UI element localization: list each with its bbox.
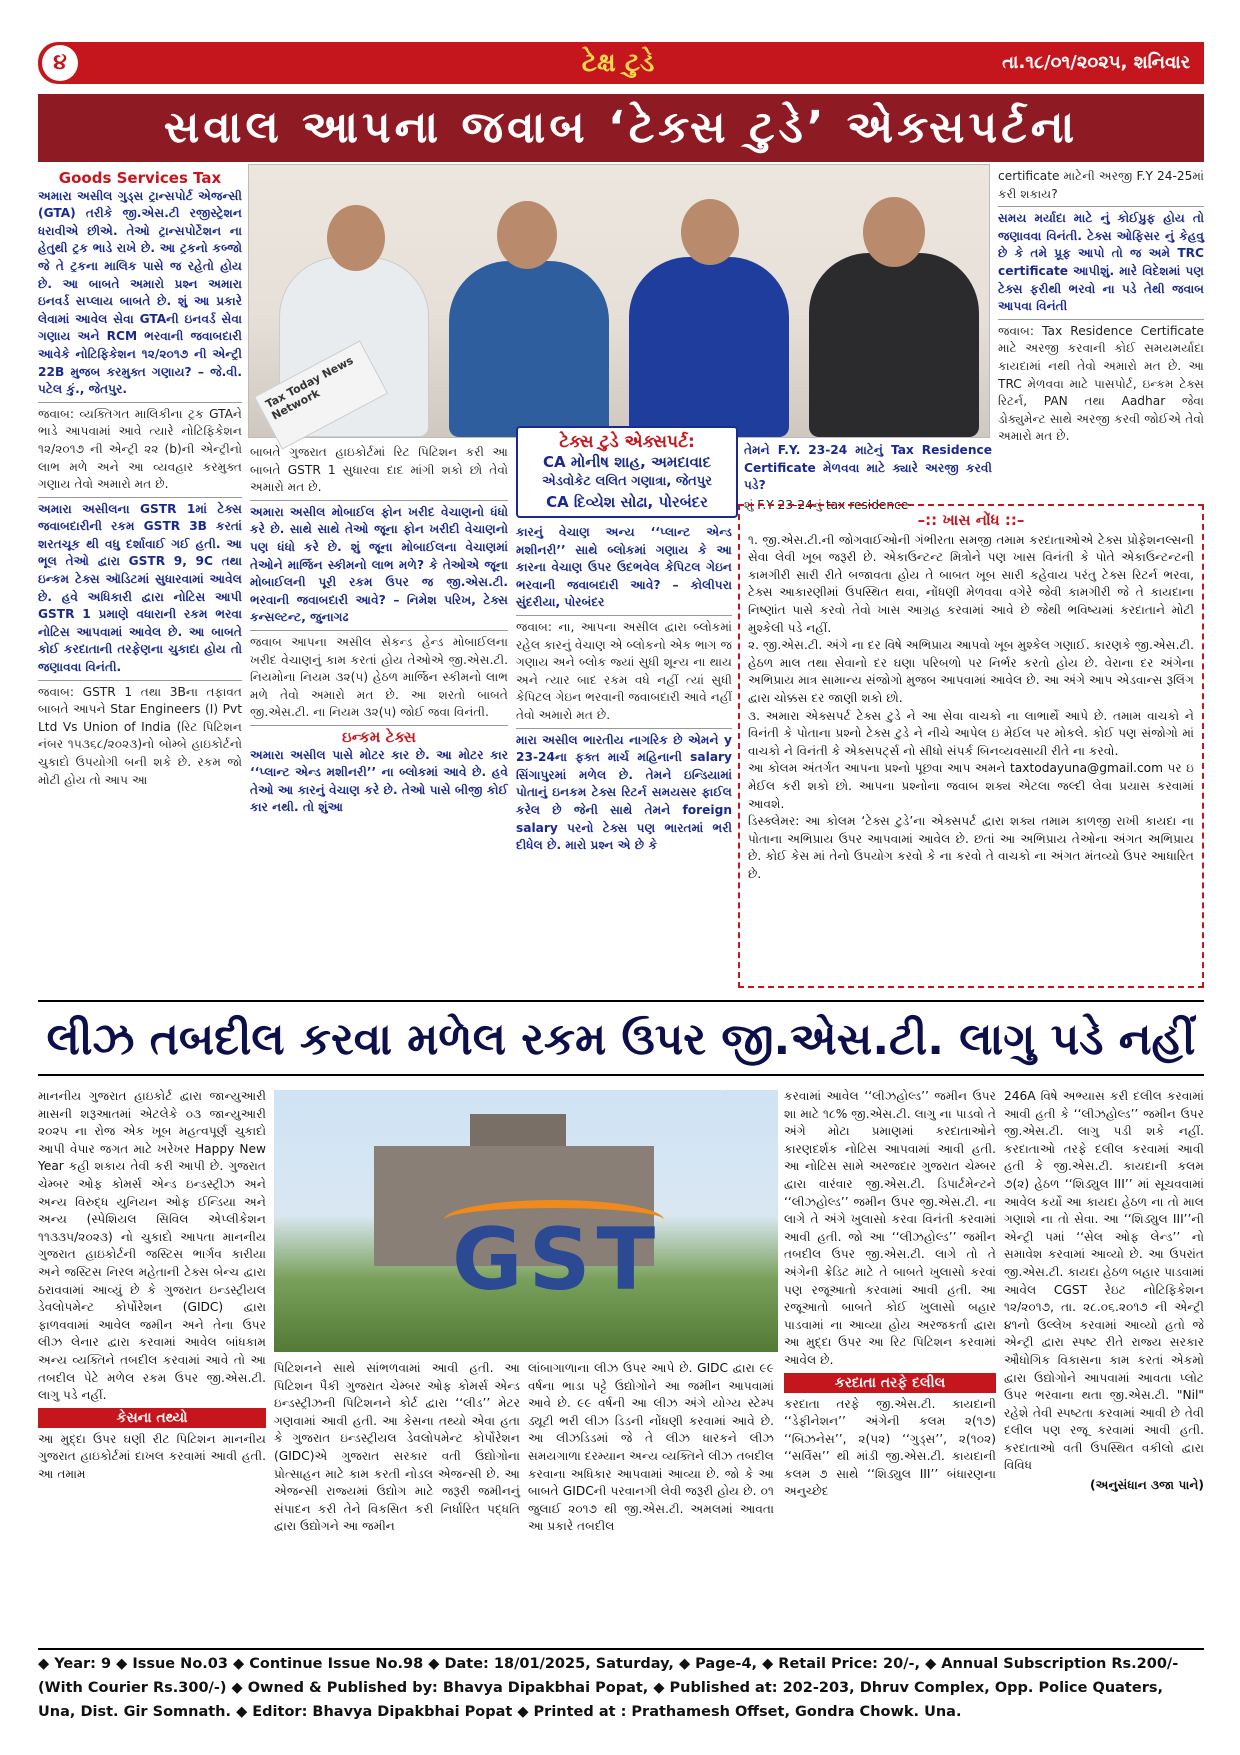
answer-text: જવાબ આપના અસીલ સેકન્ડ હેન્ડ મોબાઈલના ખરીદ વેચાણનું કામ કરતાં હોય તેઓએ જી.એસ.ટી. નિયમોના નિયમ ૩૨(૫) હેઠળ માર્જિન સ્કીમનો લાભ મળે તેવો અમારો મત છે. આ શરતો બાબતે જી.એસ.ટી. ના નિયમ ૩૨(૫) જોઈ જવા વિનંતી.: [250, 634, 508, 720]
expert-head: [681, 199, 739, 265]
lead-story-headline: લીઝ તબદીલ કરવા મળેલ રકમ ઉપર જી.એસ.ટી. લાગુ પડે નહીં: [38, 1000, 1204, 1076]
tax-today-sign: Tax Today News Network: [254, 340, 388, 449]
expert-name: CA મોનીષ શાહ, અમદાવાદ: [543, 453, 711, 471]
question-text: અમારા અસીલ ગુડ્સ ટ્રાન્સપોર્ટ એજન્સી (GTA) તરીકે જી.એસ.ટી રજીસ્ટ્રેશન ધરાવીએ છીએ. તેઓ ટ્રાન્સપોર્ટેશન ના હેતુથી ટ્રક ભાડે રાખે છે. આ ટ્રકનો કબ્જો જે તે ટ્રકના માલિક પાસે જ રહેતો હોય છે. આ બાબતે અમારો પ્રશ્ન અમારા ઇનવર્ડ સપ્લાય બાબતે છે. શું આ પ્રકારે લેવામાં આવેલ સેવા GTAની ઇનવર્ડ સેવા ગણાય અને RCM ભરવાની જવાબદારી આવેકે નોટિફિકેશન ૧૨/૨૦૧૭ ની એન્ટ્રી 22B મુજબ કરમુક્ત ગણાય? – જે.વી. પટેલ કું., જેતપુર.: [38, 188, 242, 397]
expert-head: [863, 197, 925, 267]
expert-panel-title: ટેક્સ ટુડે એક્સપર્ટ:: [559, 432, 695, 452]
question-text-cont: શું F.Y 23-24નું tax residence: [744, 497, 909, 512]
story-paragraph: કરદાતા તરફે જી.એસ.ટી. કાયદાની ‘‘ડેફીનેશન’’ અંગેની કલમ ૨(૧૭) ‘‘બિઝનેસ’’, ૨(૫૨) ‘‘ગુડ્સ’’, ૨(૧૦૨) ‘‘સર્વિસ’’ થી માંડી જી.એસ.ટી. કાયદાની કલમ ૭ સાથે ‘‘શિડ્યુલ III’’ બંધારણના અનુચ્છેદ: [784, 1396, 996, 1499]
story-paragraph: માનનીય ગુજરાત હાઇકોર્ટ દ્વારા જાન્યુઆરી માસની શરૂઆતમાં એટલેકે ૦૩ જાન્યુઆરી ૨૦૨૫ ના રોજ એક ખૂબ મહત્વપૂર્ણ ચુકાદો આપી વેપાર જગત માટે ખરેખર Happy New Year કહી શકાય તેવી કરી આપી છે. ગુજરાત ચેમ્બર ઓફ કોમર્સ એન્ડ ઇન્ડસ્ટ્રીઝ અને અન્ય વિરુદ્ધ યુનિયન ઓફ ઈન્ડિયા અને અન્ય (સ્પેશિયલ સિવિલ એપ્લીકેશન ૧૧૩૩૫/૨૦૨૩) નો ચુકાદો આપતા માનનીય ગુજરાત હાઇકોર્ટની જસ્ટિસ ભાર્ગવ કારીયા અને જસ્ટિસ નિરલ મહેતાની ટેક્સ બેન્ચ દ્વારા ઠરાવવામાં આવ્યું છે કે ગુજરાત ઇન્ડસ્ટ્રીયલ ડેવલોપમેન્ટ કોર્પોરેશન (GIDC) દ્વારા ફાળવવામાં આવેલ જમીન અને તેના ઉપર લીઝ લેનાર દ્વારા કરવામાં આવેલ બાંધકામ અન્ય વ્યક્તિને તબદીલ કરવામાં આવે તો આ તબદીલ પેટે મળેલ રકમ ઉપર જી.એસ.ટી. લાગુ પડે નહીં.: [38, 1089, 266, 1403]
section-label-gst: Goods Services Tax: [58, 169, 222, 187]
imprint-line: (With Courier Rs.300/-) ◆ Owned & Published by: Bhavya Dipakbhai Popat, ◆ Published at: 202-203, Dhruv Complex, Opp. Police Quaters,: [38, 1680, 1163, 1696]
experts-group-photo: [248, 164, 990, 438]
expert-name: એડવોકેટ લલિત ગણાત્રા, જેતપુર: [542, 474, 712, 489]
story-subhead-arguments: કરદાતા તરફે દલીલ: [784, 1373, 996, 1393]
note-paragraph: ૧. જી.એસ.ટી.ની જોગવાઈઓની ગંભીરતા સમજી તમામ કરદાતાઓએ ટેક્સ પ્રોફેશનલ્સની સેવા લેવી ખૂબ જરૂરી છે. એકાઉન્ટન્ટ મિત્રોને પણ ખાસ વિનંતી કે પોતે એકાઉન્ટન્ટની કામગીરી સારી રીતે બજાવતા હોય તે બાબત ખૂબ સારી કહેવાય પરંતુ ટેક્સ રિટર્ન ભરવા, ટેક્સ આકારણીમાં ઉપસ્થિત થવા, નોંધણી મેળવવા વગેરે જેવી કામગીરી જે તે કાયદાના નિષ્ણાંત પાસે કરવો તેવો ખાસ આગ્રહ કરવામાં આવે છે જેથી ભવિષ્યમાં કરદાતાને મોટી મુશ્કેલી પડે નહીં.: [748, 532, 1194, 635]
story-column-3: [528, 1360, 774, 1644]
column-banner-headline: સવાલ આપના જવાબ ‘ટેક્સ ટુડે’ એક્સપર્ટના: [38, 94, 1204, 162]
imprint-footer: [38, 1648, 1204, 1722]
question-text: અમારા અસીલ પાસે મોટર કાર છે. આ મોટર કાર ‘‘પ્લાન્ટ એન્ડ મશીનરી’’ ના બ્લોકમાં આવે છે. હવે તેઓ આ કારનું વેચાણ કરે છે. તેઓ પાસે બીજી કોઈ કાર નથી. તો શુંઆ: [250, 747, 508, 815]
question-text: અમારા અસીલના GSTR 1માં ટેક્સ જવાબદારીની રકમ GSTR 3B કરતાં શરતચૂક થી વધુ દર્શાવાઈ ગઈ હતી. આ ભૂલ તેઓ દ્વારા GSTR 9, 9C તથા ઇન્કમ ટેક્સ ઑડિટમાં સુધારવામાં આવેલ છે. હવે અધિકારી દ્વારા નોટિસ આપી GSTR 1 પ્રમાણે વધારાની રકમ ભરવા નોટિસ આપવામાં આવેલ છે. આ બાબતે કોઈ કરદાતાની તરફેણના ચુકાદા હોય તો જણાવવા વિનંતી.: [38, 501, 242, 675]
expert-head: [327, 205, 385, 271]
note-paragraph: ૨. જી.એસ.ટી. અંગે ના દર વિષે અભિપ્રાય આપવો ખૂબ મુશ્કેલ ગણાઈ. કારણકે જી.એસ.ટી. હેઠળ માલ તથા સેવાનો દર ઘણા પરિબળો પર નિર્ભર કરતો હોય છે. વેરાના દર અંગેના અભિપ્રાય માત્ર સામાન્ય સંજોગો મુજબ આપવામાં આવેલ છે. આ અંગે આપ એડવાન્સ રૂલિંગ દ્વારા ચોક્કસ દર જાણી શકો છો.: [748, 638, 1194, 705]
note-paragraph: આ કોલમ અંતર્ગત આપના પ્રશ્નો પૂછવા આપ અમને taxtodayuna@gmail.com પર ઇ મેઈલ કરી શકો છો. આપના પ્રશ્નોના જવાબ શક્ય એટલા જલ્દી લેવા પ્રયાસ કરવામાં આવશે.: [748, 761, 1194, 811]
qa-column-2: [250, 444, 508, 996]
imprint-line: ◆ Year: 9 ◆ Issue No.03 ◆ Continue Issue No.98 ◆ Date: 18/01/2025, Saturday, ◆ Page-4, ◆ Retail Price: 20/-, ◆ Annual Subscription Rs.200/-: [38, 1656, 1179, 1672]
story-column-1: [38, 1088, 266, 1644]
newspaper-page: [38, 42, 1204, 1722]
divider: [998, 319, 1204, 320]
expert-figure: [449, 261, 609, 437]
gst-logo: GST: [452, 1210, 662, 1310]
expert-figure: [629, 257, 789, 437]
disclaimer-paragraph: ડિસ્ક્લેમર: આ કોલમ ‘ટેક્સ ટુડે’ના એક્સપર્ટ દ્વારા શક્ય તમામ કાળજી રાખી કાયદા ના પોતાના અભિપ્રાય ઉપર આપવામાં આવેલ છે. છતાં આ અભિપ્રાય તેઓના અંગત અભિપ્રાય છે. કોઈ કેસ માં તેનો ઉપયોગ કરવો કે ના કરવો તે વાચકો ના અંગત મંતવ્યો ઉપર આધારિત છે.: [748, 814, 1194, 881]
story-paragraph: પિટિશનને સાથે સાંભળવામાં આવી હતી. આ પિટિશન પૈકી ગુજરાત ચેમ્બર ઓફ કોમર્સ એન્ડ ઇન્ડસ્ટ્રીઝની પિટિશનને કોર્ટ દ્વારા ‘‘લીડ’’ મેટર ગણવામાં આવી હતી. આ કેસના તથ્યો એવા હતા કે ગુજરાત ઇન્ડસ્ટ્રીયલ ડેવલોપમેન્ટ કોર્પોરેશન (GIDC)એ ગુજરાત સરકાર વતી ઉદ્યોગોના પ્રોત્સાહન માટે કામ કરતી નોડલ એજન્સી છે. આ એજન્સી રાજ્યમાં ઉદ્યોગ માટે જરૂરી જમીનનું સંપાદન કરી તેને વિકસિત કરી નિર્ધારિત પદ્ધતિ દ્વારા ઉદ્યોગને આ જમીન: [274, 1361, 520, 1534]
story-subhead-facts: કેસના તથ્યો: [38, 1408, 266, 1428]
section-label-income-tax: ઇન્કમ ટેક્સ: [342, 727, 416, 746]
question-text: કારનું વેચાણ અન્ય ‘‘પ્લાન્ટ એન્ડ મશીનરી’’ સાથે બ્લોકમાં ગણાય કે આ કારના વેચાણ ઉપર ઉદભવેલ કેપિટલ ગેઇન ભરવાની જવાબદારી આવે? – કોલીપરા સુંદરીયા, પોરબંદર: [516, 525, 732, 610]
expert-panel-box: [516, 426, 738, 518]
qa-column-4: [744, 442, 992, 512]
question-text: અમારા અસીલ મોબાઈલ ફોન ખરીદ વેચાણનો ધંધો કરે છે. સાથે સાથે તેઓ જૂના ફોન ખરીદી વેચાણનો પણ ધંધો કરે છે. શું જૂના મોબાઈલના વેચાણમાં તેઓને માર્જિન સ્કીમનો લાભ મળે? કે તેઓએ જૂના મોબાઈલની પૂરી રકમ ઉપર જ જી.એસ.ટી. ભરવાની જવાબદારી આવે? – નિમેશ પરિખ, ટેક્સ કન્સલ્ટન્ટ, જુનાગઢ: [250, 504, 508, 625]
issue-date: તા.૧૮/૦૧/૨૦૨૫, શનિવાર: [1002, 52, 1190, 73]
divider: [250, 500, 508, 501]
question-text-cont: certificate માટેની અરજી F.Y 24-25માં કરી શકાય?: [998, 169, 1204, 201]
story-column-5: [1004, 1088, 1204, 1644]
story-column-2: [274, 1360, 520, 1644]
divider: [516, 615, 732, 616]
expert-head: [497, 201, 557, 269]
special-note-box: [738, 504, 1204, 988]
story-paragraph: 246A વિષે અભ્યાસ કરી દલીલ કરવામાં આવી હતી કે ‘‘લીઝહોલ્ડ’’ જમીન ઉપર જી.એસ.ટી. લાગુ પડી શકે નહીં. કરદાતાઓ તરફે દલીલ કરવામાં આવી હતી કે જી.એસ.ટી. કાયદાની કલમ ૭(૨) હેઠળ ‘‘શિડ્યુલ III’’ માં સૂચવવામાં આવેલ કર્યો આ કાયદા હેઠળ ના તો માલ ગણાશે ના તો સેવા. આ ‘‘શિડ્યુલ III’’ની એન્ટ્રી પમાં ‘‘સેલ ઓફ લેન્ડ’’ નો સમાવેશ કરવામાં આવ્યો છે. આ ઉપરાંત જી.એસ.ટી. કાયદા હેઠળ બહાર પાડવામાં આવેલ CGST રેઇટ નોટિફિકેશન ૧૨/૨૦૧૭, તા. ૨૮.૦૬.૨૦૧૭ ની એન્ટ્રી ૪૧નો ઉલ્લેખ કરવામાં આવ્યો હતો જે એન્ટ્રી દ્વારા સ્પષ્ટ રીતે રાજ્ય સરકાર ઔધોગિક વિકાસના કામ કરતાં એકમો દ્વારા ઉદ્યોગોને આપવામાં આવતા પ્લોટ ઉપર ભરવાના થતા જી.એસ.ટી. "Nil" રહેશે તેવી સ્પષ્ટતા કરવામાં આવી છે તેવી દલીલ પણ રજૂ કરવામાં આવી હતી. કરદાતાઓ વતી ઉપસ્થિત વકીલો દ્વારા વિવિધ: [1004, 1089, 1204, 1473]
qa-column-5: [998, 168, 1204, 502]
answer-text: જવાબ: GSTR 1 તથા 3Bના તફાવત બાબતે આપને Star Engineers (I) Pvt Ltd Vs Union of India (રિટ પિટિશન નંબર ૧૫૩૬૮/૨૦૨૩)નો બોમ્બે હાઇકોર્ટનો ચુકાદો ઉપયોગી બની શકે છે. રકમ જો મોટી હોય તો આપ આ: [38, 684, 242, 787]
page-number: ૪: [42, 45, 78, 81]
qa-column-1: [38, 170, 242, 996]
question-text: સમય મર્યાદા માટે નું કોઈપ્રુફ હોય તો જણાવવા વિનંતી. ટેક્સ ઓફિસર નું કેહવુ છે કે તમે પ્રૂફ આપો તો જ અમે TRC certificate આપીશું. મારે વિદેશમાં પણ ટેક્સ ફરીથી ભરવો ના પડે તેથી જવાબ આપવા વિનંતી: [998, 211, 1204, 314]
story-column-4: [784, 1088, 996, 1644]
paper-name: ટેક્ષ ટુડે: [581, 48, 655, 78]
qa-column-3: [516, 524, 732, 996]
answer-text: જવાબ: ના, આપના અસીલ દ્વારા બ્લોકમાં રહેલ કારનું વેચાણ એ બ્લોકનો એક ભાગ જ ગણાય અને બ્લોક જ્યાં સુધી શૂન્ય ના થાય અને ત્યાર બાદ રકમ વધે નહીં ત્યાં સુધી કેપિટલ ગેઇન ભરવાની જવાબદારી આવે નહીં તેવો અમારો મત છે.: [516, 619, 732, 722]
continued-note: (અનુસંધાન ૩જા પાને): [1090, 1478, 1204, 1493]
answer-text: જવાબ: Tax Residence Certificate માટે અરજી કરવાની કોઈ સમયમર્યાદા કાયદામાં નથી તેવો અમારો મત છે. આ TRC મેળવવા માટે પાસપોર્ટ, ઇન્કમ ટેક્સ રિટર્ન, PAN તથા Aadhar જેવા ડોક્યુમેન્ટ સાથે અરજી કરવી જોઈએ તેવો અમારો મત છે.: [998, 323, 1204, 444]
note-paragraph: ૩. અમારા એક્સપર્ટ ટેક્સ ટુડે ને આ સેવા વાચકો ના લાભાર્થે આપે છે. તમામ વાચકો ને વિનંતી કે પોતાના પ્રશ્નો ટેક્સ ટુડે ને નીચે આપેલ ઇ મેઈલ પર મોકલે. કોઈ પણ સંજોગો માં વાચકો ને વિનંતી કે એક્સપર્ટ્સ નો સીધો સંપર્ક બિનવ્યવસાયી રીતે ના કરવો.: [748, 708, 1194, 758]
divider: [516, 728, 732, 729]
divider: [250, 725, 508, 726]
divider: [38, 402, 242, 403]
special-note-title: –:: ખાસ નોંધ ::–: [917, 511, 1025, 529]
divider: [250, 630, 508, 631]
divider: [998, 206, 1204, 207]
gujarat-high-court-photo: [274, 1090, 778, 1352]
question-text: તેમને F.Y. 23-24 માટેનું Tax Residence Certificate મેળવવા માટે ક્યારે અરજી કરવી પડે?: [744, 443, 992, 493]
expert-figure: [809, 253, 979, 437]
answer-text: જવાબ: વ્યક્તિગત માલિકીના ટ્રક GTAને ભાડે આપવામાં આવે ત્યારે નોટિફિકેશન ૧૨/૨૦૧૭ ની એન્ટ્રી ૨૨ (b)ની એન્ટ્રીનો લાભ મળે અને આ વ્યવહાર કરમુક્ત ગણાય તેવો અમારો મત છે.: [38, 406, 242, 492]
answer-text: બાબતે ગુજરાત હાઇકોર્ટમાં રિટ પિટિશન કરી આ બાબતે GSTR 1 સુધારવા દાદ માંગી શકો છો તેવો અમારો મત છે.: [250, 445, 508, 495]
story-paragraph: લાંબાગાળાના લીઝ ઉપર આપે છે. GIDC દ્વારા ૯૯ વર્ષના ભાડા પટ્ટે ઉદ્યોગોને આ જમીન આપવામાં આવે છે. ૯૯ વર્ષની આ લીઝ અંગે યોગ્ય સ્ટેમ્પ ડ્યૂટી ભરી લીઝ ડિડની નોંધણી કરવામાં આવે છે. આ લીઝડિડમાં જે તે લીઝ ધારકને લીઝ સમયગાળા દરમ્યાન અન્ય વ્યક્તિને લીઝ તબદીલ કરવાના અધિકાર આપવામાં આવ્યા છે. જો કે આ બાબતે GIDCની પરવાનગી લેવી જરૂરી હોય છે. ૦૧ જુલાઈ ૨૦૧૭ થી જી.એસ.ટી. અમલમાં આવતા આ પ્રકારે તબદીલ: [528, 1361, 774, 1534]
page-header-bar: [38, 42, 1204, 84]
imprint-line: Una, Dist. Gir Somnath. ◆ Editor: Bhavya Dipakbhai Popat ◆ Printed at : Prathamesh Offset, Gondra Chowk. Una.: [38, 1704, 962, 1720]
expert-name: CA દિવ્યેશ સોઢા, પોરબંદર: [546, 493, 708, 511]
story-paragraph: કરવામાં આવેલ ‘‘લીઝહોલ્ડ’’ જમીન ઉપર શા માટે ૧૮% જી.એસ.ટી. લાગુ ના પાડવો તે અંગે મોટા પ્રમાણમાં કરદાતાઓને કારણદર્શક નોટિસ આપવામાં આવી હતી. આ નોટિસ સામે અરજદાર ગુજરાત ચેમ્બર દ્વારા વારંવાર જી.એસ.ટી. ડિપાર્ટમેન્ટને ‘‘લીઝહોલ્ડ’’ જમીન ઉપર જી.એસ.ટી. ના લાગે તે અંગે ખુલાસો કરવા વિનંતી કરવામાં આવી હતી. જો આ ‘‘લીઝહોલ્ડ’’ જમીન તબદીલ ઉપર જી.એસ.ટી. લાગે તો તે અંગેની ક્રેડિટ માટે તે બાબતે ખુલાસો કરવાં પણ રજૂઆતો કરવામાં આવી હતી. આ રજૂઆતો બાબતે કોઈ ખુલાસો બહાર પાડવામાં ના આવ્યા હોય અરજકર્તા દ્વારા આ મુદ્દા ઉપર આ રિટ પિટિશન કરવામાં આવેલ છે.: [784, 1089, 996, 1367]
question-text: મારા અસીલ ભારતીય નાગરિક છે એમને y 23-24ના ફક્ત માર્ચ મહિનાની salary સિંગાપુરમાં મળેલ છે. તેમને ઇન્ડિયામાં પોતાનું ઇનકમ ટેક્સ રિટર્ન સમયસર ફાઈલ કરેલ છે જેની સાથે તેમને foreign salary પરનો ટેક્સ પણ ભારતમાં ભરી દીધેલ છે. મારો પ્રશ્ન એ છે કે: [516, 732, 732, 853]
divider: [38, 497, 242, 498]
divider: [38, 680, 242, 681]
story-paragraph: આ મુદ્દા ઉપર ઘણી રીટ પિટિશન માનનીય ગુજરાત હાઇકોર્ટમાં દાખલ કરવામાં આવી હતી. આ તમામ: [38, 1431, 266, 1481]
